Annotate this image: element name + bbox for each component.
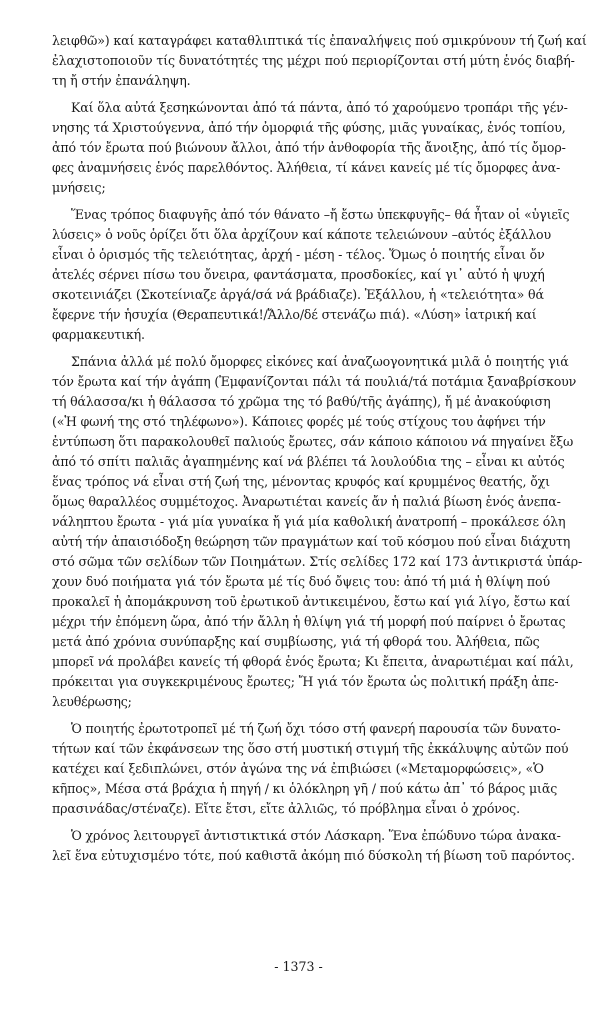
text-line: λεῖ ἕνα εὐτυχισμένο τότε, πού καθιστᾶ ἀκόμη πιό δύσκολη τή βίωση τοῦ παρόντος. bbox=[52, 848, 575, 863]
text-line: Ὁ ποιητής ἐρωτοτροπεῖ μέ τή ζωή ὄχι τόσο στή φανερή παρουσία τῶν δυνατο- bbox=[71, 721, 561, 736]
text-line: ἀπό τόν ἔρωτα πού βιώνουν ἄλλοι, ἀπό τήν ἀνθοφορία τῆς ἄνοιξης, ἀπό τίς ὄμορ- bbox=[52, 140, 566, 155]
text-line: προκαλεῖ ἡ ἀπομάκρυνση τοῦ ἐρωτικοῦ ἀντικειμένου, ἔστω καί γιά λίγο, ἔστω καί bbox=[52, 594, 571, 609]
page-number: - 1373 - bbox=[274, 959, 323, 974]
text-line: στό σῶμα τῶν σελίδων τῶν Ποιημάτων. Στίς σελίδες 172 καί 173 ἀντικριστά ὑπάρ- bbox=[52, 554, 583, 569]
text-line: ἀπό τό σπίτι παλιᾶς ἀγαπημένης καί νά βλέπει τά λουλούδια της – εἶναι κι αὐτός bbox=[52, 454, 565, 469]
text-line: νησης τά Χριστούγεννα, ἀπό τήν ὀμορφιά τῆς φύσης, μιᾶς γυναίκας, ἑνός τοπίου, bbox=[52, 120, 566, 135]
text-line: ἐντύπωση ὅτι παρακολουθεῖ παλιούς ἔρωτες, σάν κάποιο κάποιου νά πηγαίνει ἔξω bbox=[52, 434, 574, 449]
text-line: φαρμακευτική. bbox=[52, 327, 145, 342]
text-line: ἐλαχιστοποιοῦν τίς δυνατότητές της μέχρι πού περιορίζονται στή μύτη ἑνός διαβή- bbox=[52, 53, 575, 68]
text-line: μπορεῖ νά προλάβει κανείς τή φθορά ἑνός ἔρωτα; Κι ἔπειτα, ἀναρωτιέμαι καί πάλι, bbox=[52, 654, 574, 669]
text-line: κατέχει καί ξεδιπλώνει, στόν ἀγώνα της νά ἐπιβιώσει («Μεταμορφώσεις», «Ὁ bbox=[52, 761, 544, 776]
text-line: Ἕνας τρόπος διαφυγῆς ἀπό τόν θάνατο –ἤ ἔστω ὑπεκφυγῆς– θά ἦταν οἱ «ὑγιεῖς bbox=[71, 207, 570, 222]
text-line: ἀτελές σέρνει πίσω του ὄνειρα, φαντάσματα, προσδοκίες, καί γι᾽ αὐτό ἡ ψυχή bbox=[52, 267, 545, 282]
text-line: ἔφερνε τήν ἡσυχία (Θεραπευτικά!/Ἄλλο/δέ στενάζω πιά). «Λύση» ἰατρική καί bbox=[52, 307, 537, 322]
text-line: χουν δυό ποιήματα γιά τόν ἔρωτα μέ τίς δυό ὄψεις του: ἀπό τή μιά ἡ θλίψη πού bbox=[52, 574, 550, 589]
text-line: εἶναι ὁ ὁρισμός τῆς τελειότητας, ἀρχή - μέση - τέλος. Ὅμως ὁ ποιητής εἶναι ὄν bbox=[52, 247, 545, 262]
text-line: Σπάνια ἀλλά μέ πολύ ὄμορφες εἰκόνες καί ἀναζωογονητικά μιλᾶ ὁ ποιητής γιά bbox=[71, 354, 569, 369]
text-line: μετά ἀπό χρόνια συνύπαρξης καί συμβίωσης, γιά τή φθορά του. Ἀλήθεια, πῶς bbox=[52, 634, 540, 649]
text-line: πρόκειται για συγκεκριμένους ἔρωτες; Ἤ γιά τόν ἔρωτα ὡς πολιτική πράξη ἀπε- bbox=[52, 674, 559, 689]
text-line: λύσεις» ὁ νοῦς ὁρίζει ὅτι ὅλα ἀρχίζουν καί κάποτε τελειώνουν –αὐτός ἐξάλλου bbox=[52, 227, 551, 242]
text-line: σκοτεινιάζει (Σκοτείνιαζε ἀργά/σά νά βράδιαζε). Ἐξάλλου, ἡ «τελειότητα» θά bbox=[52, 287, 544, 302]
text-line: τόν ἔρωτα καί τήν ἀγάπη (Ἐμφανίζονται πάλι τά πουλιά/τά ποτάμια ξαναβρίσκουν bbox=[52, 374, 577, 389]
text-line: νάληπτου ἔρωτα - γιά μία γυναίκα ἤ γιά μία καθολική ἀνατροπή – προκάλεσε όλη bbox=[52, 514, 566, 529]
text-line: ἕνας τρόπος νά εἶναι στή ζωή της, μένοντας κρυφός καί κρυμμένος θεατής, ὄχι bbox=[52, 474, 550, 489]
text-line: τήτων καί τῶν ἐκφάνσεων της ὅσο στή μυστική στιγμή τῆς ἐκκάλυψης αὐτῶν πού bbox=[52, 741, 569, 756]
text-line: τη ἤ στήν ἐπανάληψη. bbox=[52, 73, 191, 88]
text-line: μέχρι τήν ἐπόμενη ὥρα, ἀπό τήν ἄλλη ἡ θλίψη γιά τή μορφή πού παίρνει ὁ ἔρωτας bbox=[52, 614, 566, 629]
text-line: Ὁ χρόνος λειτουργεῖ ἀντιστικτικά στόν Λάσκαρη. Ἕνα ἐπώδυνο τώρα ἀνακα- bbox=[71, 828, 561, 843]
text-line: λευθέρωσης; bbox=[52, 694, 132, 709]
text-line: Καί ὅλα αὐτά ξεσηκώνονται ἀπό τά πάντα, ἀπό τό χαρούμενο τροπάρι τῆς γέν- bbox=[71, 100, 568, 115]
text-line: μνήσεις; bbox=[52, 180, 106, 195]
text-line: φες ἀναμνήσεις ἑνός παρελθόντος. Ἀλήθεια, τί κάνει κανείς μέ τίς ὄμορφες ἀνα- bbox=[52, 160, 561, 175]
text-line: («Ἡ φωνή της στό τηλέφωνο»). Κάποιες φορές μέ τούς στίχους του ἀφήνει τήν bbox=[52, 414, 546, 429]
text-line: κῆπος», Μέσα στά βράχια ἡ πηγή / κι ὁλόκληρη γῆ / πού κάτω ἀπ᾽ τό βάρος μιᾶς bbox=[52, 781, 558, 796]
text-line: ὅμως θαραλλέος συμμέτοχος. Ἀναρωτιέται κανείς ἄν ἡ παλιά βίωση ἑνός ἀνεπα- bbox=[52, 494, 561, 509]
text-line: λειφθῶ») καί καταγράφει καταθλιπτικά τίς ἐπαναλήψεις πού σμικρύνουν τή ζωή καί bbox=[52, 33, 587, 48]
text-line: πρασινάδας/στέναζε). Εἴτε ἔτσι, εἴτε ἀλλιῶς, τό πρόβλημα εἶναι ὁ χρόνος. bbox=[52, 801, 520, 816]
text-line: αὐτή τήν ἀπαισιόδοξη θεώρηση τῶν πραγμάτων καί τοῦ κόσμου πού εἶναι διάχυτη bbox=[52, 534, 571, 549]
text-line: τή θάλασσα/κι ἡ θάλασσα τό χρῶμα της τό βαθύ/τῆς ἀγάπης), ἤ μέ ἀνακούφιση bbox=[52, 394, 551, 409]
